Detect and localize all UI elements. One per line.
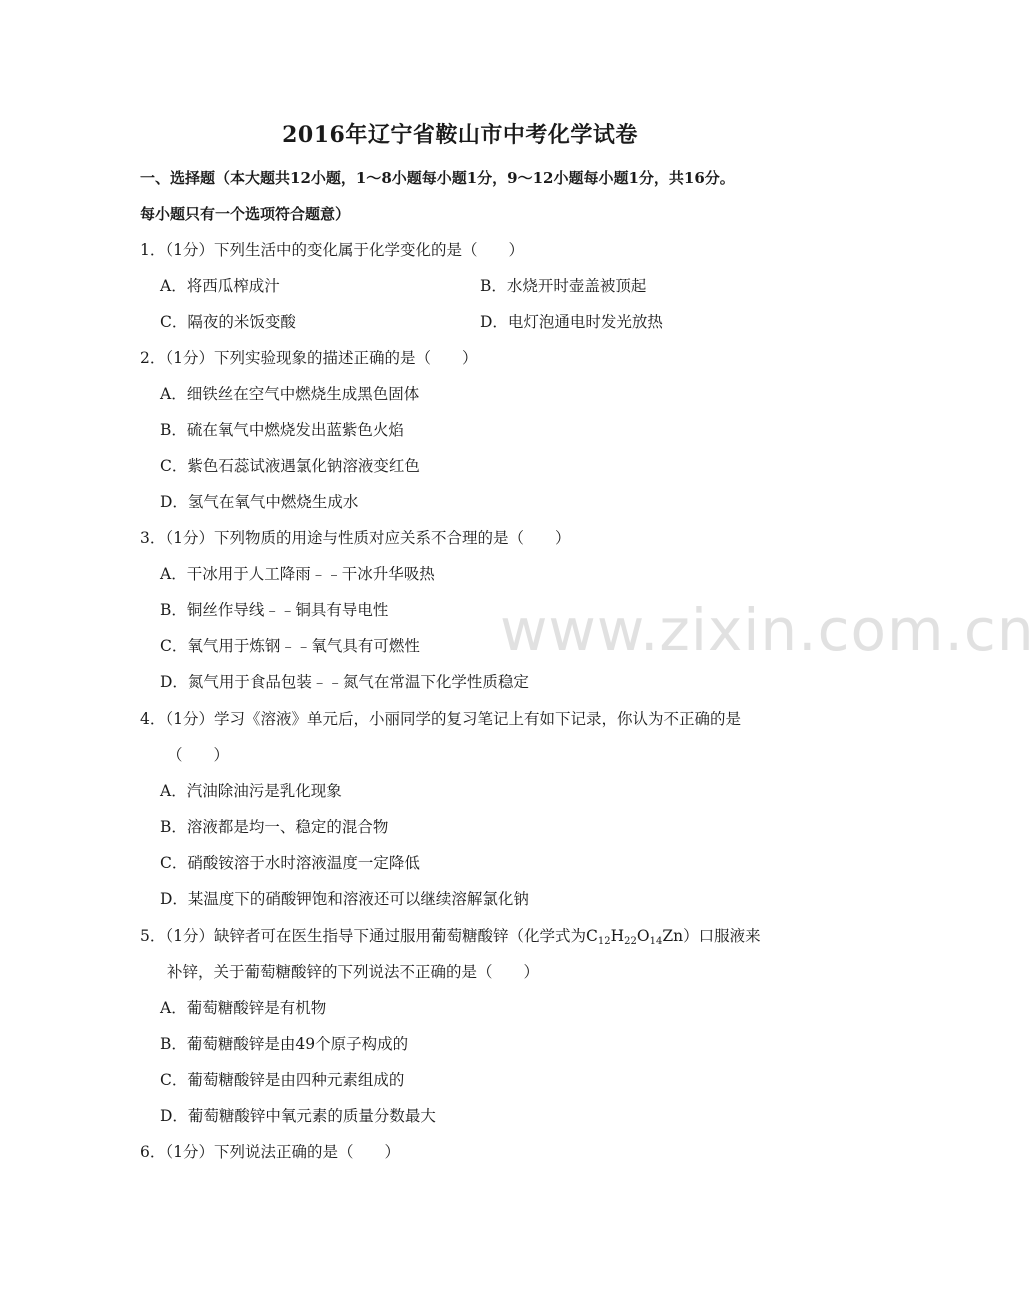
question-3-option-a: A．干冰用于人工降雨﹣﹣干冰升华吸热 <box>160 565 435 583</box>
question-5-stem-post: ）口服液来 <box>683 927 761 945</box>
question-1-option-d: D．电灯泡通电时发光放热 <box>480 313 663 331</box>
question-1-option-b: B．水烧开时壶盖被顶起 <box>480 277 647 295</box>
question-3-option-c: C．氧气用于炼钢﹣﹣氧气具有可燃性 <box>160 637 420 655</box>
question-4-stem-continued: （ ） <box>167 746 230 764</box>
section-heading-line2: 每小题只有一个选项符合题意） <box>140 205 351 223</box>
question-1-option-a: A．将西瓜榨成汁 <box>160 277 280 295</box>
section-heading-line1: 一、选择题（本大题共12小题，1～8小题每小题1分，9～12小题每小题1分，共16分。 <box>140 169 735 187</box>
question-2-stem: 2．（1分）下列实验现象的描述正确的是（ ） <box>140 349 478 367</box>
question-5-option-c: C．葡萄糖酸锌是由四种元素组成的 <box>160 1071 405 1089</box>
question-6-stem: 6．（1分）下列说法正确的是（ ） <box>140 1143 400 1161</box>
chemical-formula: $C_{12}H_{22}O_{14}Zn$ <box>585 927 684 947</box>
question-5-option-a: A．葡萄糖酸锌是有机物 <box>160 999 327 1017</box>
question-2-option-a: A．细铁丝在空气中燃烧生成黑色固体 <box>160 385 420 403</box>
question-5-stem-pre: 5．（1分）缺锌者可在医生指导下通过服用葡萄糖酸锌（化学式为 <box>140 927 586 945</box>
question-4-option-d: D．某温度下的硝酸钾饱和溶液还可以继续溶解氯化钠 <box>160 890 529 908</box>
question-4-option-b: B．溶液都是均一、稳定的混合物 <box>160 818 389 836</box>
question-5-option-b: B．葡萄糖酸锌是由49个原子构成的 <box>160 1035 409 1053</box>
question-3-stem: 3．（1分）下列物质的用途与性质对应关系不合理的是（ ） <box>140 529 571 547</box>
watermark: www.zixin.com.cn <box>500 596 1035 664</box>
question-5-stem <box>140 926 761 946</box>
question-5-option-d: D．葡萄糖酸锌中氧元素的质量分数最大 <box>160 1107 436 1125</box>
question-5-stem-continued: 补锌，关于葡萄糖酸锌的下列说法不正确的是（ ） <box>167 963 540 981</box>
question-1-stem: 1．（1分）下列生活中的变化属于化学变化的是（ ） <box>140 241 524 259</box>
question-3-option-b: B．铜丝作导线﹣﹣铜具有导电性 <box>160 601 389 619</box>
question-4-stem: 4．（1分）学习《溶液》单元后，小丽同学的复习笔记上有如下记录，你认为不正确的是 <box>140 710 741 728</box>
question-1-option-c: C．隔夜的米饭变酸 <box>160 313 296 331</box>
question-2-option-c: C．紫色石蕊试液遇氯化钠溶液变红色 <box>160 457 420 475</box>
question-4-option-c: C．硝酸铵溶于水时溶液温度一定降低 <box>160 854 420 872</box>
question-2-option-b: B．硫在氧气中燃烧发出蓝紫色火焰 <box>160 421 404 439</box>
question-2-option-d: D．氢气在氧气中燃烧生成水 <box>160 493 359 511</box>
page-title: 2016年辽宁省鞍山市中考化学试卷 <box>282 122 638 148</box>
question-3-option-d: D．氮气用于食品包装﹣﹣氮气在常温下化学性质稳定 <box>160 673 529 691</box>
question-4-option-a: A．汽油除油污是乳化现象 <box>160 782 342 800</box>
